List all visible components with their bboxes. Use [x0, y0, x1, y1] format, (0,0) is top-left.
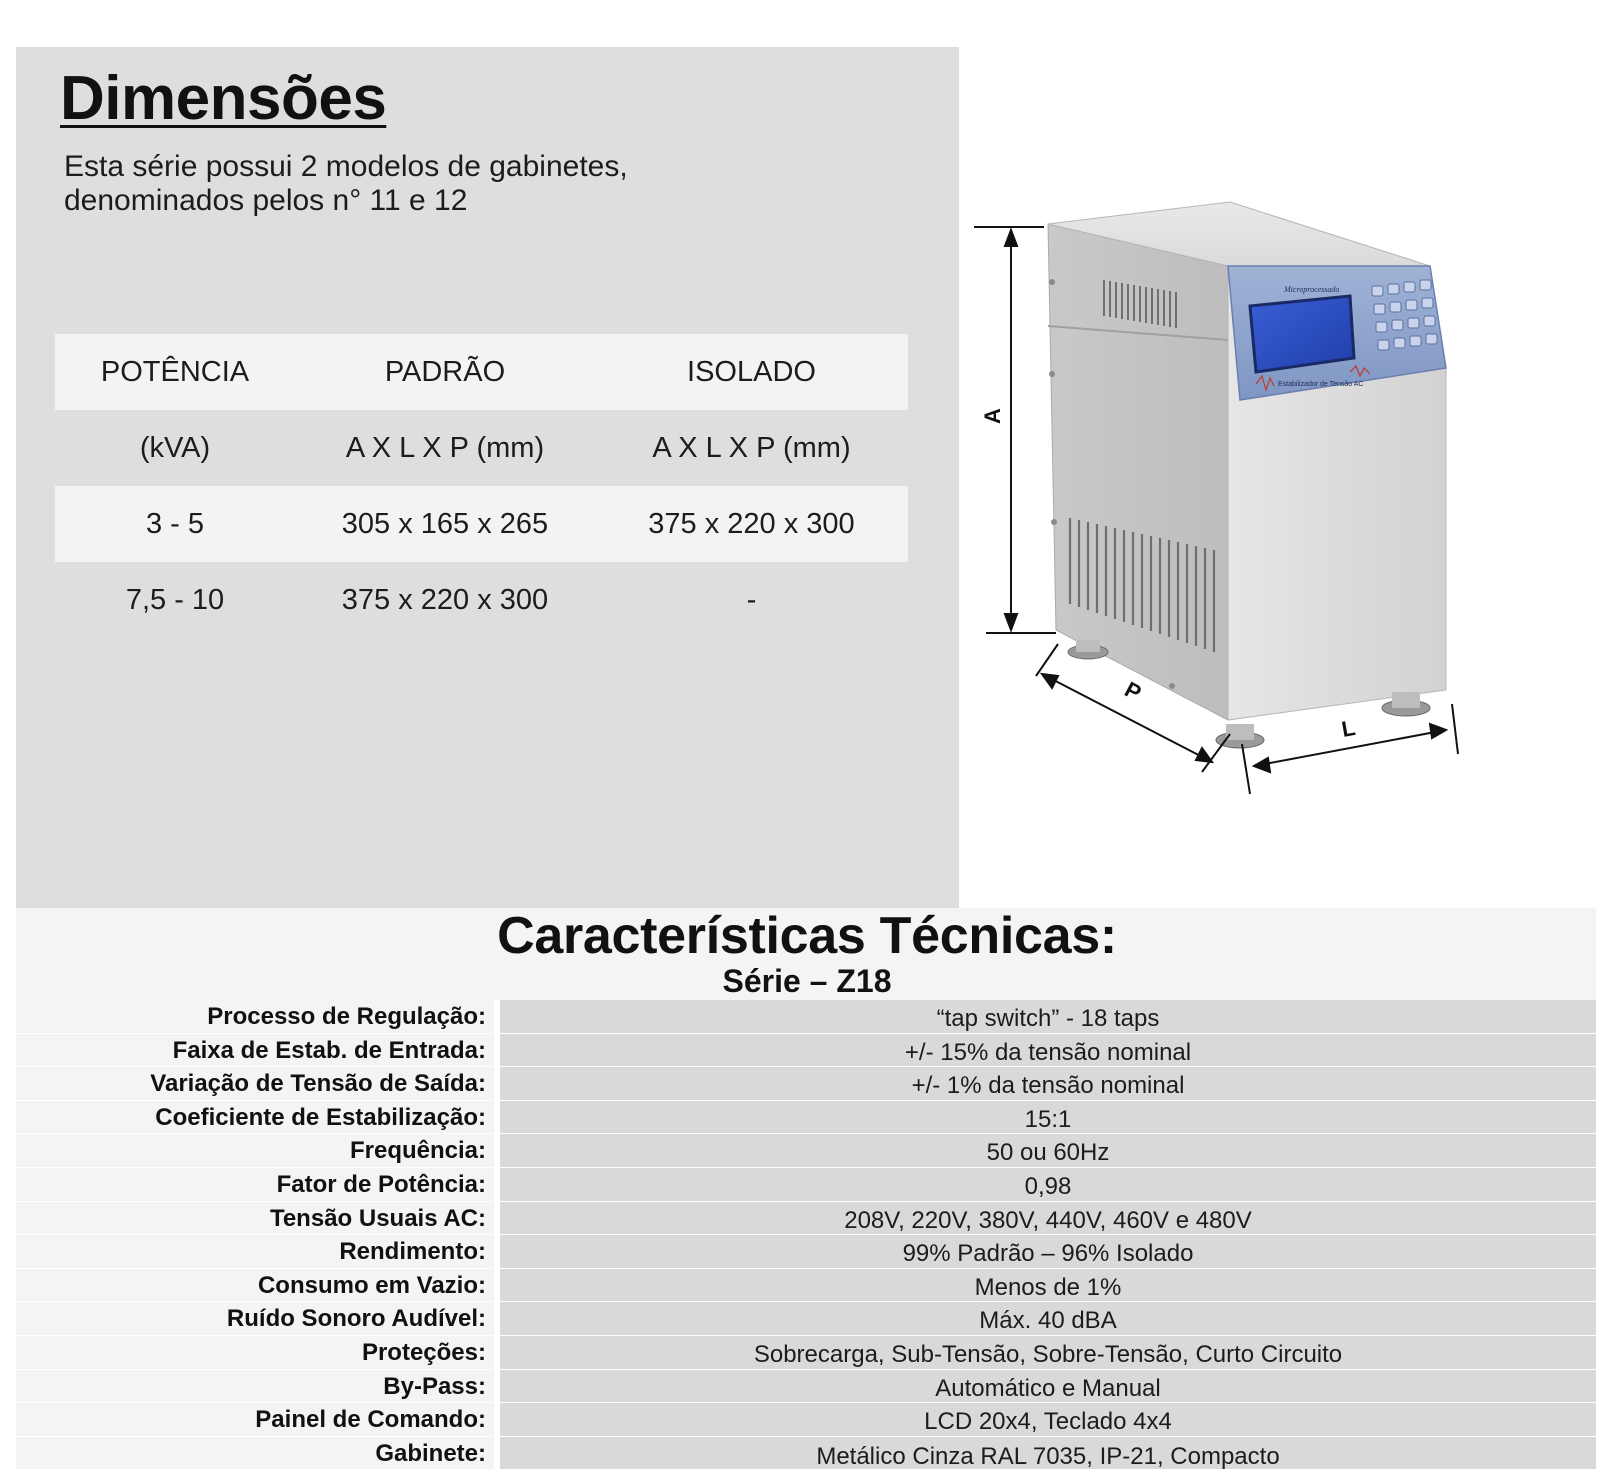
table-row: [55, 562, 908, 638]
dimensions-header-isolated: ISOLADO: [687, 356, 816, 388]
spec-label: Rendimento:: [16, 1235, 494, 1268]
table-row: [16, 1269, 1596, 1303]
product-image: [980, 200, 1540, 840]
cabinet-side: [1048, 224, 1228, 720]
spec-value: Metálico Cinza RAL 7035, IP-21, Compacto: [500, 1437, 1596, 1470]
spec-label: Faixa de Estab. de Entrada:: [16, 1034, 494, 1067]
table-row: [16, 1302, 1596, 1336]
spec-label: Painel de Comando:: [16, 1403, 494, 1436]
dimensions-title: Dimensões: [60, 64, 387, 133]
spec-value: +/- 15% da tensão nominal: [500, 1034, 1596, 1067]
spec-value: Automático e Manual: [500, 1370, 1596, 1403]
dimension-label-p: P: [1120, 676, 1146, 706]
dimensions-cell-power: 7,5 - 10: [125, 584, 225, 616]
table-row: [16, 1168, 1596, 1202]
spec-label: Variação de Tensão de Saída:: [16, 1067, 494, 1100]
table-row: [16, 1370, 1596, 1404]
spec-label: Consumo em Vazio:: [16, 1269, 494, 1302]
spec-label: Gabinete:: [16, 1437, 494, 1470]
spec-value: +/- 1% da tensão nominal: [500, 1067, 1596, 1100]
dimensions-unit-power: (kVA): [139, 432, 211, 464]
dimensions-description: [64, 150, 628, 218]
specs-subtitle: Série – Z18: [722, 963, 892, 999]
dimension-label-l: L: [1339, 714, 1358, 742]
dimensions-cell-isolated: 375 x 220 x 300: [648, 508, 855, 540]
spec-value: 50 ou 60Hz: [500, 1134, 1596, 1167]
spec-label: Frequência:: [16, 1134, 494, 1167]
spec-value: Máx. 40 dBA: [500, 1302, 1596, 1335]
dimensions-table-units-row: [55, 410, 908, 486]
dimensions-description-line2: denominados pelos n° 11 e 12: [64, 184, 468, 217]
dimensions-description-line1: Esta série possui 2 modelos de gabinetes,: [64, 150, 628, 183]
table-row: [16, 1403, 1596, 1437]
spec-label: By-Pass:: [16, 1370, 494, 1403]
lcd-screen: [1250, 296, 1354, 372]
table-row: [16, 1101, 1596, 1135]
spec-value: 99% Padrão – 96% Isolado: [500, 1235, 1596, 1268]
table-row: [16, 1134, 1596, 1168]
dimensions-header-power: POTÊNCIA: [100, 356, 250, 388]
spec-value: 208V, 220V, 380V, 440V, 460V e 480V: [500, 1202, 1596, 1235]
spec-label: Ruído Sonoro Audível:: [16, 1302, 494, 1335]
panel-brand: Microprocessado: [1284, 285, 1340, 294]
table-row: [16, 1067, 1596, 1101]
dimensions-cell-standard: 375 x 220 x 300: [341, 584, 549, 616]
spec-value: LCD 20x4, Teclado 4x4: [500, 1403, 1596, 1436]
dimensions-header-standard: PADRÃO: [384, 356, 506, 388]
table-row: [16, 1034, 1596, 1068]
specs-table: [16, 1000, 1596, 1470]
spec-label: Coeficiente de Estabilização:: [16, 1101, 494, 1134]
spec-value: “tap switch” - 18 taps: [500, 1000, 1596, 1033]
spec-value: Sobrecarga, Sub-Tensão, Sobre-Tensão, Curto Circuito: [500, 1336, 1596, 1369]
table-row: [16, 1336, 1596, 1370]
dimensions-unit-isolated: A X L X P (mm): [652, 432, 851, 464]
table-row: [55, 486, 908, 562]
dimensions-cell-standard: 305 x 165 x 265: [341, 508, 549, 540]
dimensions-table: [55, 334, 908, 638]
spec-value: 0,98: [500, 1168, 1596, 1201]
table-row: [16, 1000, 1596, 1034]
dimension-label-a: A: [980, 408, 1005, 424]
spec-value: 15:1: [500, 1101, 1596, 1134]
specs-title: Características Técnicas:: [497, 907, 1117, 965]
table-row: [16, 1235, 1596, 1269]
spec-label: Tensão Usuais AC:: [16, 1202, 494, 1235]
spec-value: Menos de 1%: [500, 1269, 1596, 1302]
spec-label: Processo de Regulação:: [16, 1000, 494, 1033]
spec-label: Proteções:: [16, 1336, 494, 1369]
dimensions-unit-standard: A X L X P (mm): [345, 432, 545, 464]
dimensions-cell-isolated: -: [746, 584, 757, 616]
table-row: [16, 1202, 1596, 1236]
panel-caption: Estabilizador de Tensão AC: [1278, 381, 1364, 388]
dimensions-table-header-row: [55, 334, 908, 410]
dimensions-cell-power: 3 - 5: [145, 508, 205, 540]
spec-label: Fator de Potência:: [16, 1168, 494, 1201]
table-row: [16, 1437, 1596, 1471]
